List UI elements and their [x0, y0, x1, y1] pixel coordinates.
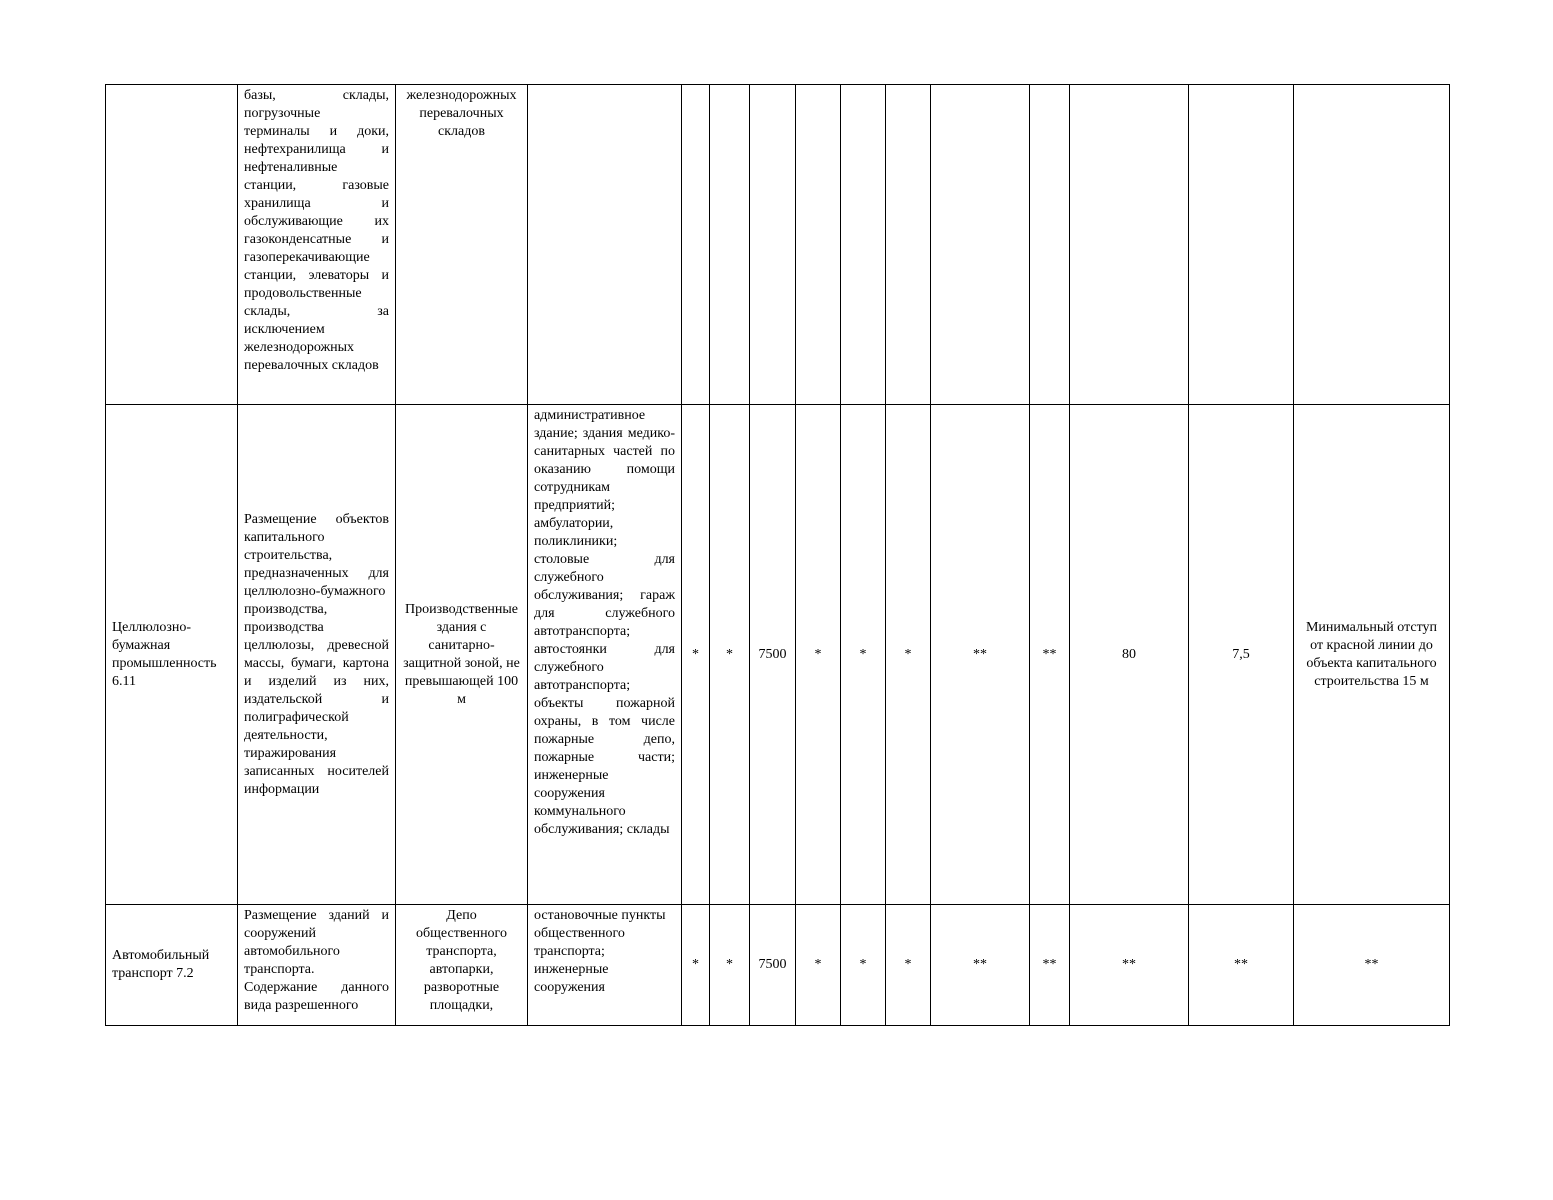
value-cell-7: **	[931, 405, 1030, 905]
value-cell-8	[1030, 85, 1070, 405]
value-cell-3	[750, 85, 796, 405]
value-cell-10: 7,5	[1189, 405, 1294, 905]
auxiliary-cell: административное здание; здания медико-санитарных частей по оказанию помощи сотрудникам предприятий; амбулатории, поликлиники; столовые для служебного обслуживания; гараж для служебного автотранспорта; автостоянки для служебного автотранспорта; объекты пожарной охраны, в том числе пожарные депо, пожарные части; инженерные сооружения коммунального обслуживания; склады	[528, 405, 682, 905]
note-cell	[1294, 85, 1450, 405]
value-cell-5	[841, 85, 886, 405]
value-cell-9	[1070, 85, 1189, 405]
value-cell-9: 80	[1070, 405, 1189, 905]
value-cell-6	[886, 85, 931, 405]
value-cell-6: *	[886, 405, 931, 905]
note-cell: Минимальный отступ от красной линии до объекта капитального строительства 15 м	[1294, 405, 1450, 905]
value-cell-7	[931, 85, 1030, 405]
note-cell: **	[1294, 905, 1450, 1026]
value-cell-4: *	[796, 405, 841, 905]
value-cell-8: **	[1030, 905, 1070, 1026]
use-type-cell: Автомобильный транспорт 7.2	[106, 905, 238, 1026]
value-cell-4: *	[796, 905, 841, 1026]
use-type-cell	[106, 85, 238, 405]
table-row	[106, 905, 1450, 1026]
auxiliary-cell	[528, 85, 682, 405]
value-cell-7: **	[931, 905, 1030, 1026]
value-cell-2: *	[710, 905, 750, 1026]
value-cell-9: **	[1070, 905, 1189, 1026]
table-row	[106, 85, 1450, 405]
value-cell-1: *	[682, 405, 710, 905]
value-cell-1	[682, 85, 710, 405]
value-cell-10	[1189, 85, 1294, 405]
use-type-cell: Целлюлозно-бумажная промышленность 6.11	[106, 405, 238, 905]
value-cell-2	[710, 85, 750, 405]
table-row	[106, 405, 1450, 905]
zoning-regulations-table	[105, 84, 1450, 1026]
description-cell: базы, склады, погрузочные терминалы и доки, нефтехранилища и нефтеналивные станции, газовые хранилища и обслуживающие их газоконденсатные и газоперекачивающие станции, элеваторы и продовольственные склады, за исключением железнодорожных перевалочных складов	[238, 85, 396, 405]
description-cell: Размещение объектов капитального строительства, предназначенных для целлюлозно-бумажного производства, производства целлюлозы, древесной массы, бумаги, картона и изделий из них, издательской и полиграфической деятельности, тиражирования записанных носителей информации	[238, 405, 396, 905]
value-cell-5: *	[841, 405, 886, 905]
value-cell-2: *	[710, 405, 750, 905]
value-cell-10: **	[1189, 905, 1294, 1026]
value-cell-6: *	[886, 905, 931, 1026]
value-cell-1: *	[682, 905, 710, 1026]
main-objects-cell: Депо общественного транспорта, автопарки, разворотные площадки,	[396, 905, 528, 1026]
value-cell-4	[796, 85, 841, 405]
main-objects-cell: железнодорожных перевалочных складов	[396, 85, 528, 405]
auxiliary-cell: остановочные пункты общественного транспорта; инженерные сооружения	[528, 905, 682, 1026]
value-cell-3: 7500	[750, 905, 796, 1026]
main-objects-cell: Производственные здания с санитарно-защитной зоной, не превышающей 100 м	[396, 405, 528, 905]
description-cell: Размещение зданий и сооружений автомобильного транспорта. Содержание данного вида разрешенного	[238, 905, 396, 1026]
value-cell-5: *	[841, 905, 886, 1026]
value-cell-3: 7500	[750, 405, 796, 905]
value-cell-8: **	[1030, 405, 1070, 905]
